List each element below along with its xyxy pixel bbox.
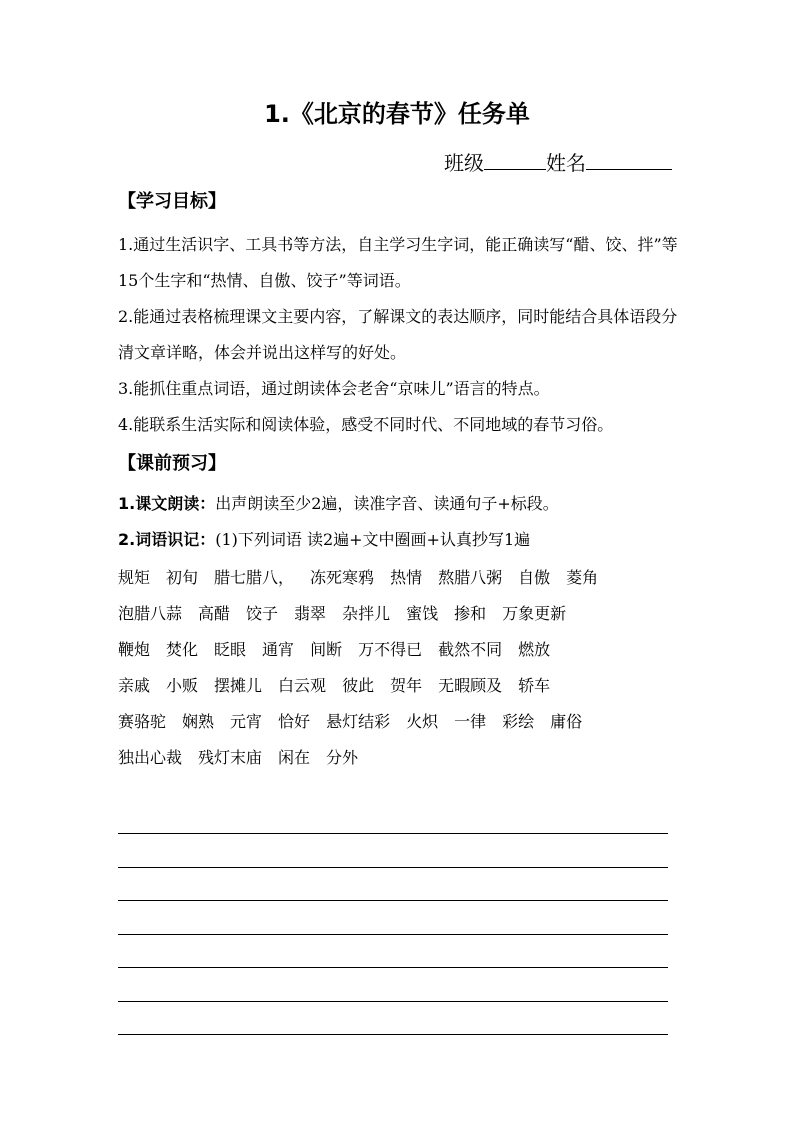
writing-line[interactable] [118, 868, 668, 902]
vocab-word: 自傲 [518, 568, 551, 587]
vocab-word: 间断 [310, 640, 343, 659]
vocab-word: 无暇顾及 [438, 676, 503, 695]
vocab-word: 白云观 [278, 676, 327, 695]
vocab-word: 通宵 [262, 640, 295, 659]
class-label: 班级 [444, 151, 484, 175]
vocab-word: 一律 [454, 712, 487, 731]
reading-text: 出声朗读至少2遍，读准字音、读通句子+标段。 [215, 494, 559, 513]
vocab-word: 娴熟 [182, 712, 215, 731]
vocab-word: 恰好 [278, 712, 311, 731]
name-blank[interactable] [586, 153, 672, 170]
vocab-word: 初旬 [166, 568, 199, 587]
vocab-word: 规矩 [118, 568, 151, 587]
vocab-word: 摆摊儿 [214, 676, 263, 695]
word-row [118, 740, 678, 776]
vocab-word: 彩绘 [502, 712, 535, 731]
vocab-word: 小贩 [166, 676, 199, 695]
writing-line[interactable] [118, 834, 668, 868]
vocab-word: 泡腊八蒜 [118, 604, 183, 623]
words-task [118, 524, 530, 556]
vocab-word: 燃放 [518, 640, 551, 659]
word-row [118, 668, 678, 704]
vocab-word: 热情 [390, 568, 423, 587]
vocab-word: 菱角 [566, 568, 599, 587]
vocab-word: 焚化 [166, 640, 199, 659]
reading-label: 1.课文朗读： [118, 494, 216, 513]
vocab-word: 残灯末庙 [198, 748, 263, 767]
class-blank[interactable] [484, 153, 546, 170]
reading-task [118, 488, 559, 520]
vocab-word: 悬灯结彩 [326, 712, 391, 731]
copy-writing-area[interactable] [118, 833, 668, 1035]
vocab-word: 熬腊八粥 [438, 568, 503, 587]
vocab-word: 分外 [326, 748, 359, 767]
vocab-word: 赛骆驼 [118, 712, 167, 731]
words-label: 2.词语识记： [118, 530, 216, 549]
writing-line[interactable] [118, 935, 668, 969]
word-row [118, 560, 678, 596]
vocab-word: 蜜饯 [406, 604, 439, 623]
vocab-word: 火炽 [406, 712, 439, 731]
vocab-word: 彼此 [342, 676, 375, 695]
vocab-word: 独出心裁 [118, 748, 183, 767]
vocab-word: 掺和 [454, 604, 487, 623]
objective-item-1: 1.通过生活识字、工具书等方法，自主学习生字词，能正确读写“醋、饺、拌”等15个生字和“热情、自傲、饺子”等词语。 [118, 235, 678, 290]
vocab-word: 万象更新 [502, 604, 567, 623]
vocab-word: 闲在 [278, 748, 311, 767]
vocab-word: 万不得已 [358, 640, 423, 659]
vocab-word: 饺子 [246, 604, 279, 623]
vocab-word: 冻死寒鸦 [310, 568, 375, 587]
class-name-fields [444, 146, 672, 180]
objectives-heading: 【学习目标】 [118, 191, 226, 212]
word-row [118, 632, 678, 668]
word-row [118, 704, 678, 740]
vocab-word: 轿车 [518, 676, 551, 695]
vocab-word: 庸俗 [550, 712, 583, 731]
objective-item-3: 3.能抓住重点词语，通过朗读体会老舍“京味儿”语言的特点。 [118, 379, 550, 398]
writing-line[interactable] [118, 1002, 668, 1036]
vocab-word: 贺年 [390, 676, 423, 695]
vocab-word: 高醋 [198, 604, 231, 623]
vocab-word: 杂拌儿 [342, 604, 391, 623]
objective-item-2: 2.能通过表格梳理课文主要内容，了解课文的表达顺序，同时能结合具体语段分清文章详略，体会并说出这样写的好处。 [118, 307, 678, 362]
vocab-word: 翡翠 [294, 604, 327, 623]
word-row [118, 596, 678, 632]
vocab-word: 元宵 [230, 712, 263, 731]
name-label: 姓名 [546, 151, 586, 175]
vocab-word: 亲戚 [118, 676, 151, 695]
word-list [118, 560, 678, 776]
vocab-word: 眨眼 [214, 640, 247, 659]
page-title: 1.《北京的春节》任务单 [264, 100, 530, 128]
vocab-word: 鞭炮 [118, 640, 151, 659]
objective-item-4: 4.能联系生活实际和阅读体验，感受不同时代、不同地域的春节习俗。 [118, 415, 614, 434]
words-text: (1)下列词语 读2遍+文中圈画+认真抄写1遍 [215, 530, 531, 549]
writing-line[interactable] [118, 968, 668, 1002]
vocab-word: 截然不同 [438, 640, 503, 659]
vocab-word: 腊七腊八， [214, 568, 295, 587]
writing-line[interactable] [118, 901, 668, 935]
preview-heading: 【课前预习】 [118, 453, 226, 474]
